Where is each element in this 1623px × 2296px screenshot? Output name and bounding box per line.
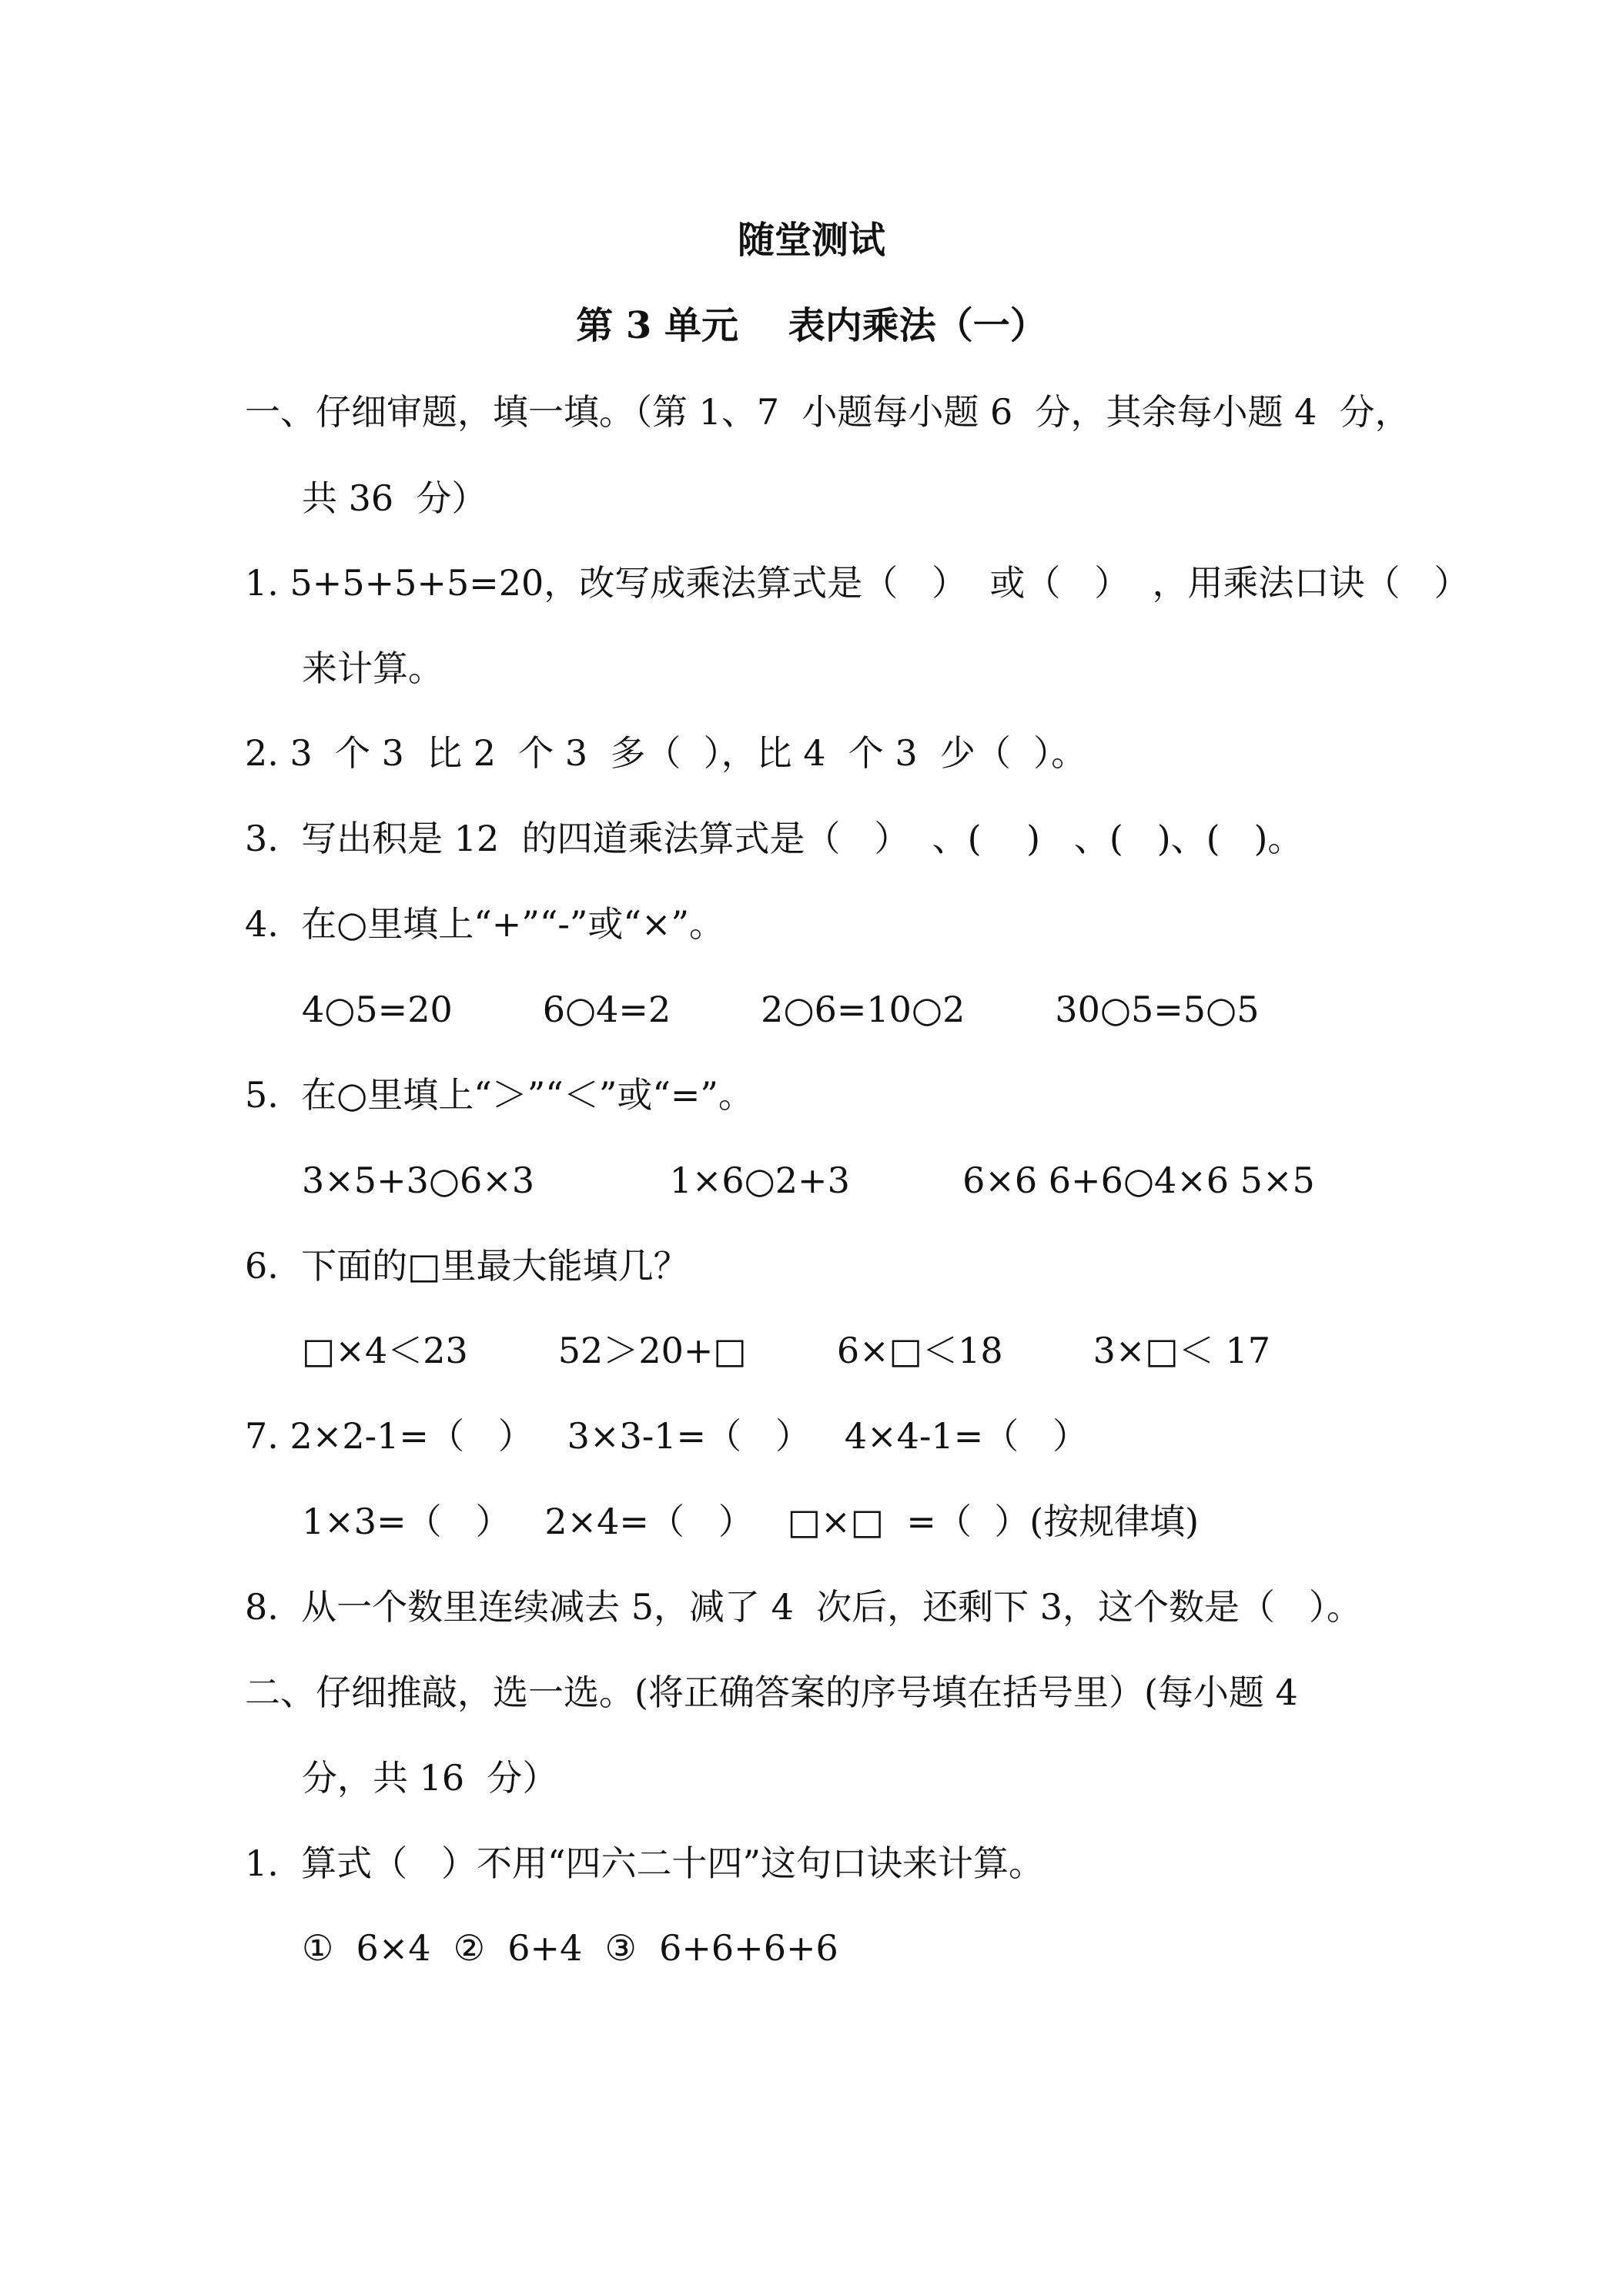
question-6-items: □×4＜23 52＞20+□ 6×□＜18 3×□＜ 17 [302,1330,1271,1371]
question-1-cont: 来计算。 [302,648,443,689]
question-2: 2. 3 个 3 比 2 个 3 多（ ），比 4 个 3 少（ ）。 [245,732,1087,774]
question-8: 8. 从一个数里连续减去 5，减了 4 次后，还剩下 3，这个数是（ ）。 [245,1586,1362,1628]
section2-heading-cont: 分，共 16 分） [302,1757,558,1799]
page-title: 随堂测试 [737,219,885,262]
section2-question-1: 1. 算式（ ）不用“四六二十四”这句口诀来计算。 [245,1842,1045,1884]
section2-question-1-options: ① 6×4 ② 6+4 ③ 6+6+6+6 [302,1927,838,1969]
unit-subtitle: 第 3 单元 表内乘法（一） [576,304,1047,347]
section2-heading: 二、仔细推敲，选一选。(将正确答案的序号填在括号里）(每小题 4 [245,1672,1298,1713]
question-7: 7. 2×2-1=（ ） 3×3-1=（ ） 4×4-1=（ ） [245,1415,1089,1457]
question-7-cont: 1×3=（ ） 2×4=（ ） □×□ =（ ）(按规律填) [302,1501,1200,1542]
question-5: 5. 在○里填上“＞”“＜”或“=”。 [245,1074,754,1116]
question-5-items: 3×5+3○6×3 1×6○2+3 6×6 6+6○4×6 5×5 [302,1160,1315,1201]
question-1: 1. 5+5+5+5=20，改写成乘法算式是（ ） 或（ ） ，用乘法口诀（ ） [245,562,1470,604]
section1-heading: 一、仔细审题，填一填。（第 1、7 小题每小题 6 分，其余每小题 4 分， [245,391,1411,433]
question-3: 3. 写出积是 12 的四道乘法算式是（ ） 、( ) 、( )、( )。 [245,818,1303,859]
question-4: 4. 在○里填上“+”“-”或“×”。 [245,903,724,945]
question-4-items: 4○5=20 6○4=2 2○6=10○2 30○5=5○5 [302,989,1260,1030]
section1-heading-cont: 共 36 分） [302,477,487,519]
question-6: 6. 下面的□里最大能填几？ [245,1245,689,1287]
